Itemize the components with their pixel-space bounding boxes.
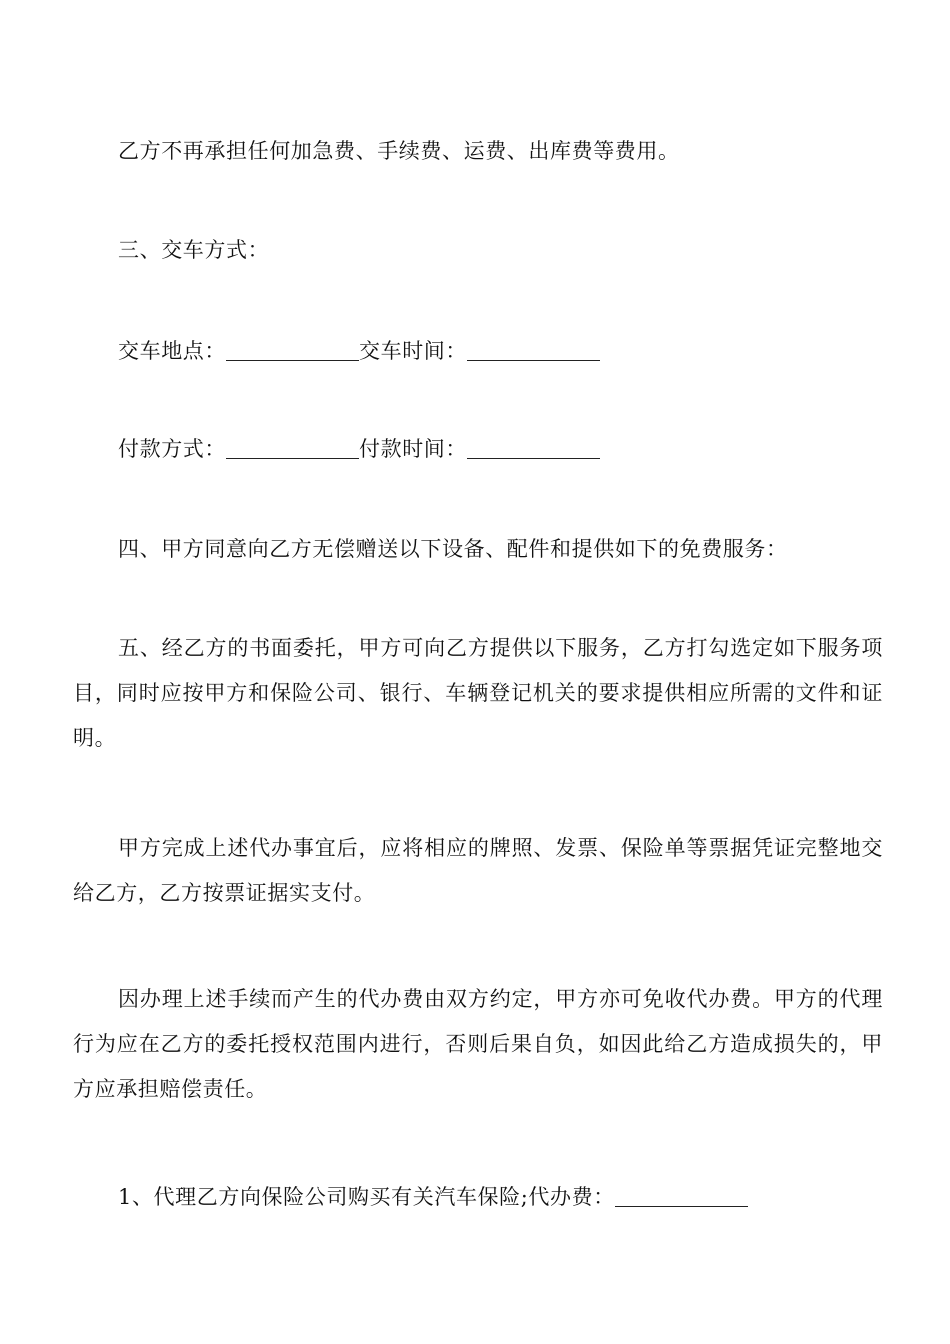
delivery-location-blank[interactable] xyxy=(226,340,359,361)
item-insurance-agency xyxy=(118,1176,883,1218)
delivery-time-label: 交车时间： xyxy=(359,339,467,363)
delivery-fields-line xyxy=(118,330,883,372)
payment-fields-line xyxy=(118,428,883,470)
paragraph-agency-fee: 因办理上述手续而产生的代办费由双方约定，甲方亦可免收代办费。甲方的代理行为应在乙方的委托授权范围内进行，否则后果自负，如因此给乙方造成损失的，甲方应承担赔偿责任。 xyxy=(73,987,883,1101)
insurance-agency-fee-blank[interactable] xyxy=(615,1186,748,1207)
paragraph-document-handover: 甲方完成上述代办事宜后，应将相应的牌照、发票、保险单等票据凭证完整地交给乙方，乙方按票证据实支付。 xyxy=(73,836,883,905)
section-four-free-services: 四、甲方同意向乙方无偿赠送以下设备、配件和提供如下的免费服务： xyxy=(118,537,788,561)
delivery-location-label: 交车地点： xyxy=(118,339,226,363)
payment-method-blank[interactable] xyxy=(226,438,359,459)
delivery-time-blank[interactable] xyxy=(467,340,600,361)
insurance-agency-fee-label: 1、代理乙方向保险公司购买有关汽车保险;代办费： xyxy=(118,1185,615,1209)
section-heading-delivery-method: 三、交车方式： xyxy=(118,238,270,262)
paragraph-fee-exemption: 乙方不再承担任何加急费、手续费、运费、出库费等费用。 xyxy=(118,139,680,163)
payment-time-blank[interactable] xyxy=(467,438,600,459)
payment-time-label: 付款时间： xyxy=(359,437,467,461)
payment-method-label: 付款方式： xyxy=(118,437,226,461)
section-five-entrusted-services: 五、经乙方的书面委托，甲方可向乙方提供以下服务，乙方打勾选定如下服务项目，同时应按甲方和保险公司、银行、车辆登记机关的要求提供相应所需的文件和证明。 xyxy=(73,636,883,750)
